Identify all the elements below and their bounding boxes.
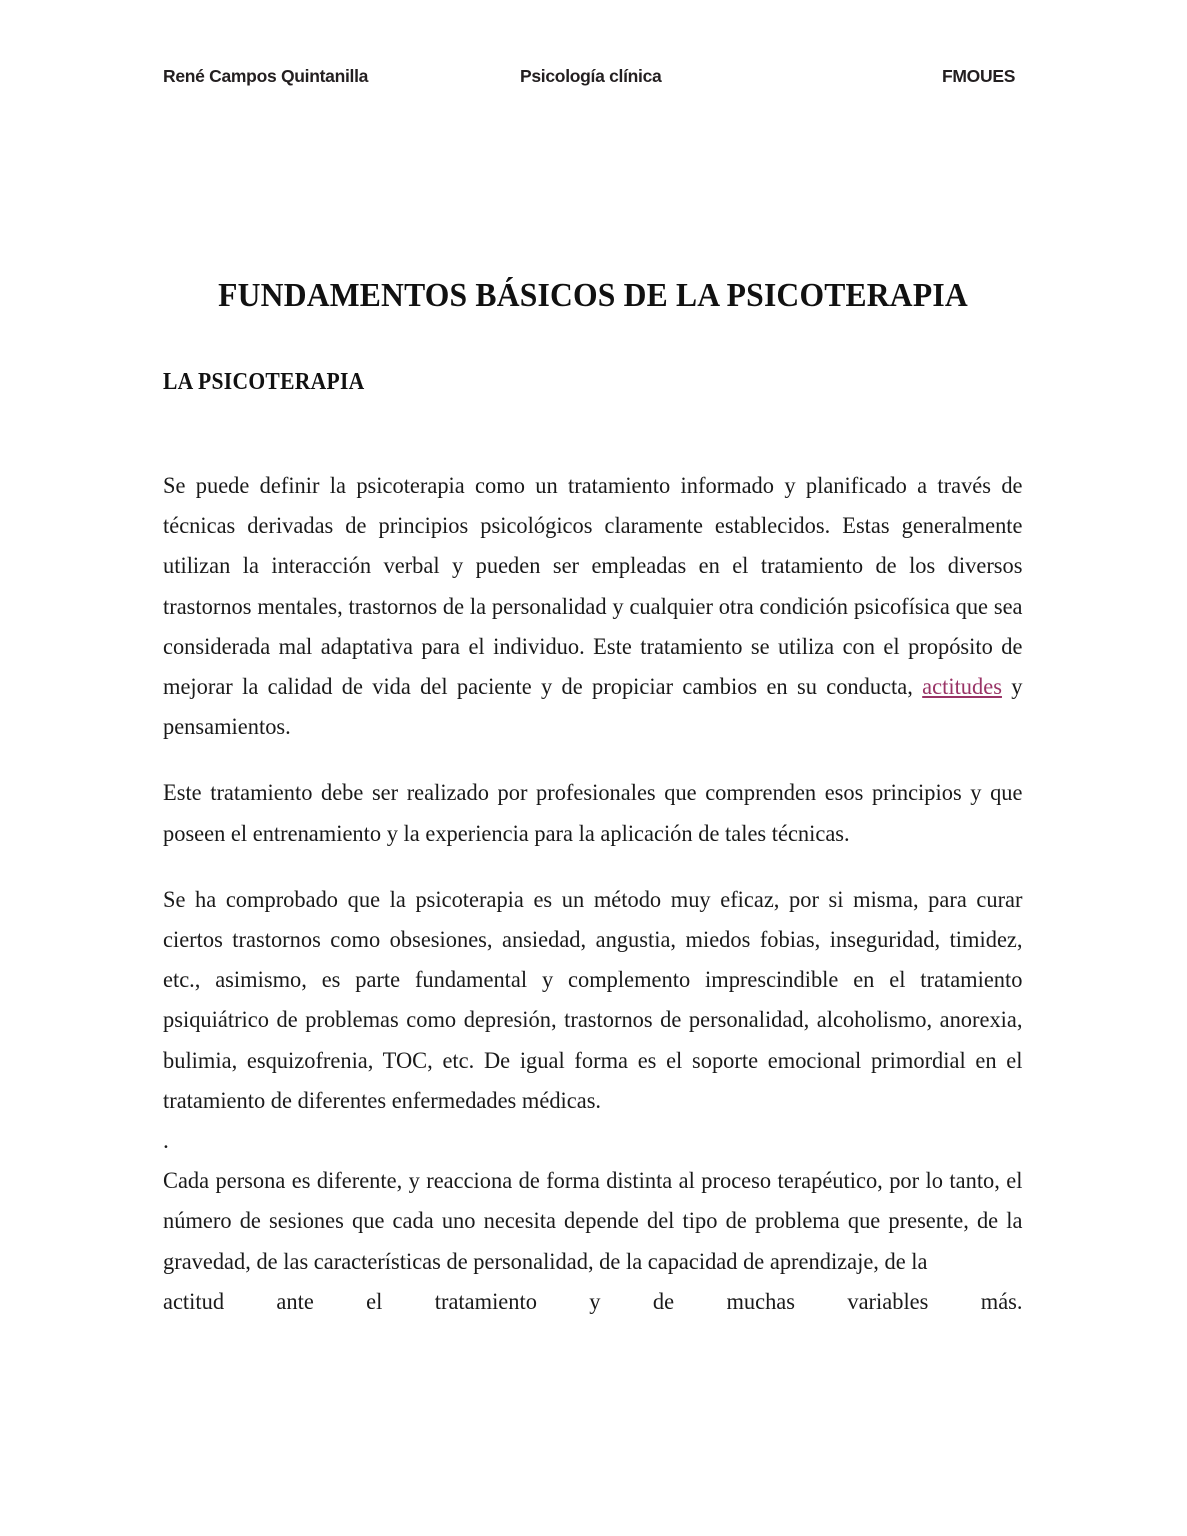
header-subject: Psicología clínica [520,66,662,86]
header-institution: FMOUES [942,66,1016,86]
running-header [163,66,1023,92]
paragraph-definition [163,466,1023,747]
paragraph-definition-text-after-link: y pensamientos. [163,674,1023,741]
actitudes-hyperlink[interactable]: actitudes [922,674,1002,701]
paragraph-sessions-last-line: actitud ante el tratamiento y de muchas variables más. [163,1288,1023,1315]
page-title: FUNDAMENTOS BÁSICOS DE LA PSICOTERAPIA [218,276,968,314]
header-author: René Campos Quintanilla [163,66,369,86]
stray-period-line: . [163,1128,169,1155]
paragraph-sessions-main-text: Cada persona es diferente, y reacciona de forma distinta al proceso terapéutico, por lo tanto, el número de sesiones que cada uno necesita depende del tipo de problema que presente, de la gravedad, de las características de personalidad, de la capacidad de aprendizaje, de la [163,1168,1023,1275]
paragraph-sessions [163,1161,1023,1322]
body-text-column [163,466,1023,1348]
paragraph-professionals: Este tratamiento debe ser realizado por profesionales que comprenden esos principios y que poseen el entrenamiento y la experiencia para la aplicación de tales técnicas. [163,780,1023,847]
paragraph-definition-text-before-link: Se puede definir la psicoterapia como un tratamiento informado y planificado a través de técnicas derivadas de principios psicológicos claramente establecidos. Estas generalmente utilizan la interacción verbal y pueden ser empleadas en el tratamiento de los diversos trastornos mentales, trastornos de la personalidad y cualquier otra condición psicofísica que sea considerada mal adaptativa para el individuo. Este tratamiento se utiliza con el propósito de mejorar la calidad de vida del paciente y de propiciar cambios en su conducta, [163,473,1023,701]
paragraph-efficacy: Se ha comprobado que la psicoterapia es un método muy eficaz, por si misma, para curar ciertos trastornos como obsesiones, ansiedad, angustia, miedos fobias, inseguridad, timidez, etc., asimismo, es parte fundamental y complemento imprescindible en el tratamiento psiquiátrico de problemas como depresión, trastornos de personalidad, alcoholismo, anorexia, bulimia, esquizofrenia, TOC, etc. De igual forma es el soporte emocional primordial en el tratamiento de diferentes enfermedades médicas. [163,886,1023,1114]
section-heading: LA PSICOTERAPIA [163,368,365,395]
